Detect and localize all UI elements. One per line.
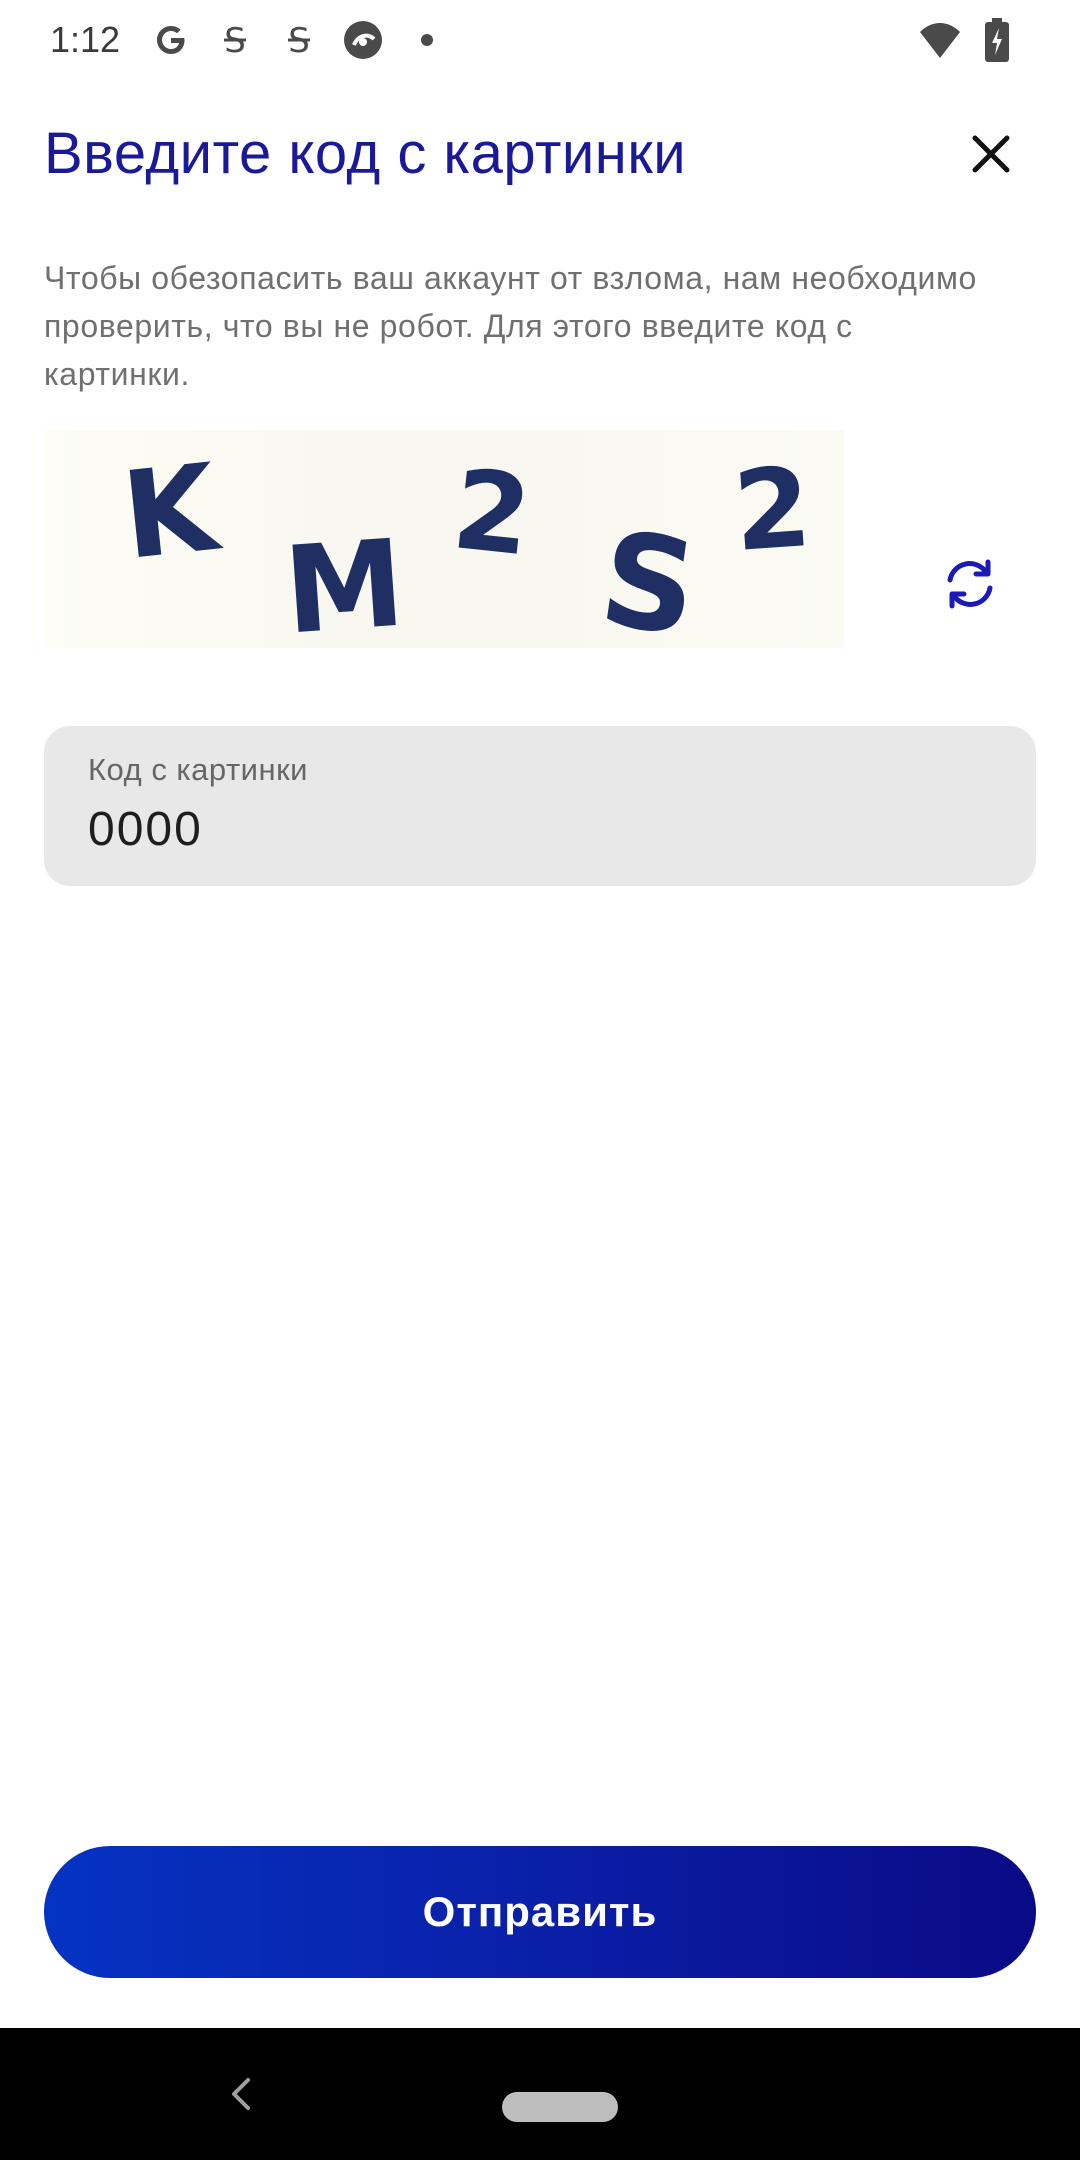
refresh-captcha-button[interactable] xyxy=(930,548,1010,620)
status-notification-icons xyxy=(150,19,448,61)
browser-icon xyxy=(342,19,384,61)
close-button[interactable] xyxy=(955,118,1027,190)
captcha-char-5: 2 xyxy=(729,442,815,576)
notification-app-icon xyxy=(214,19,256,61)
captcha-char-3: 2 xyxy=(447,445,537,581)
back-chevron-icon xyxy=(222,2072,262,2116)
description-text: Чтобы обезопасить ваш аккаунт от взлома, нам необходимо проверить, что вы не робот. Для этого введите код с картинки. xyxy=(44,260,977,392)
page-title: Введите код с картинки xyxy=(44,121,687,186)
close-icon xyxy=(971,134,1011,174)
status-time: 1:12 xyxy=(50,19,121,60)
captcha-image xyxy=(44,430,844,648)
wifi-icon xyxy=(918,20,962,65)
battery-charging-icon xyxy=(984,18,1010,67)
status-system-icons xyxy=(918,18,1010,67)
google-icon xyxy=(150,19,192,61)
captcha-code-label: Код с картинки xyxy=(88,752,308,787)
refresh-icon xyxy=(941,556,999,612)
notification-app-icon xyxy=(278,19,320,61)
navigation-bar xyxy=(0,2028,1080,2160)
nav-home-pill[interactable] xyxy=(502,2092,618,2122)
svg-text:S: S xyxy=(224,21,246,60)
captcha-code-input[interactable] xyxy=(44,726,1036,886)
submit-button[interactable]: Отправить xyxy=(44,1846,1036,1978)
svg-text:S: S xyxy=(288,21,310,60)
captcha-char-4: S xyxy=(592,502,706,648)
captcha-char-2: M xyxy=(279,514,409,648)
status-bar xyxy=(0,0,1080,80)
captcha-code-value[interactable]: 0000 xyxy=(88,803,203,856)
nav-back-button[interactable] xyxy=(222,2072,262,2116)
dot-icon xyxy=(406,19,448,61)
captcha-char-1: K xyxy=(116,438,224,587)
